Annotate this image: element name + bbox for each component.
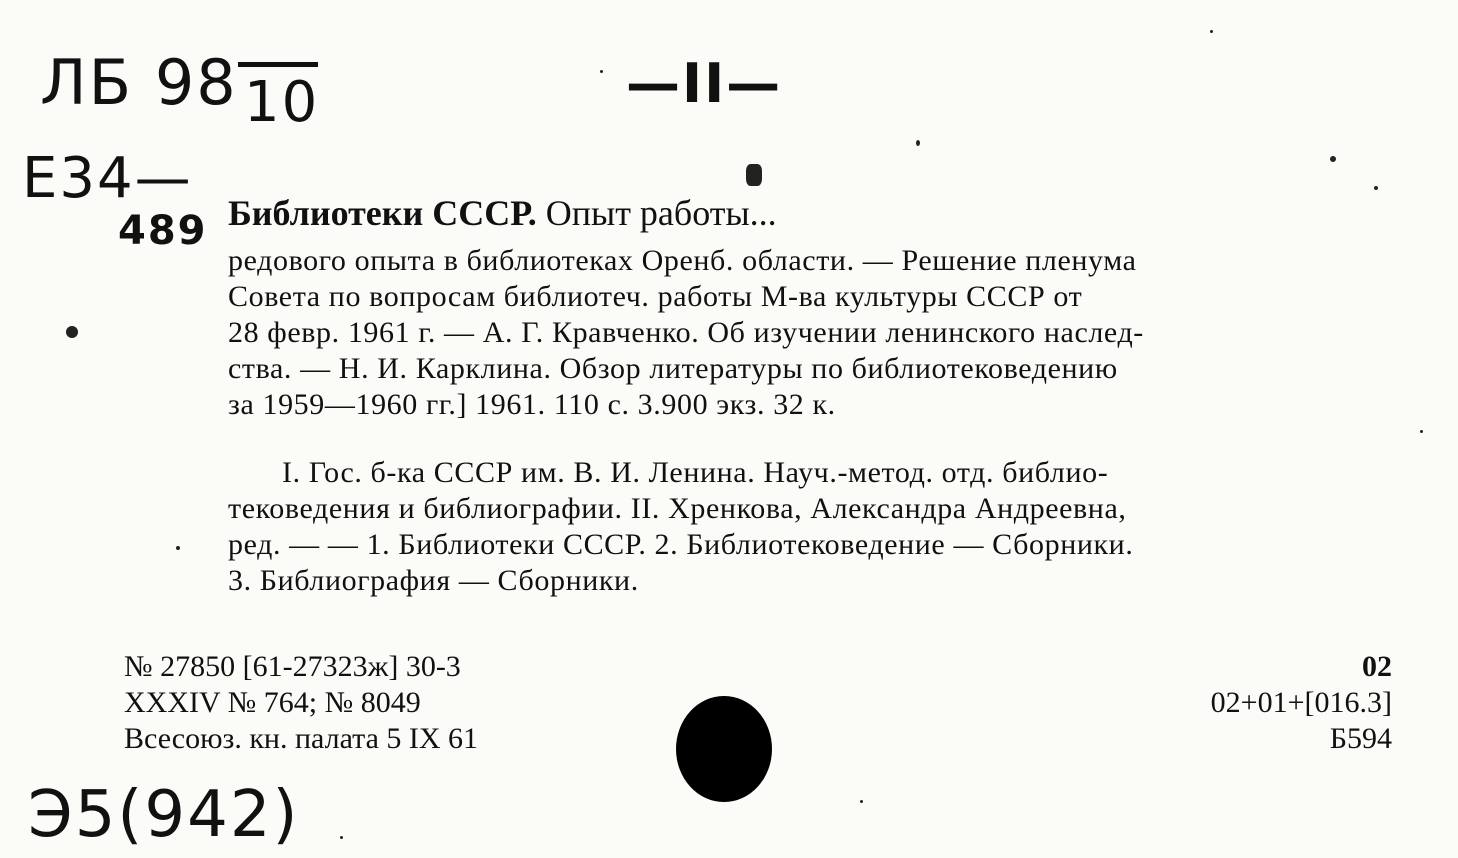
handwritten-class-number: Э5(942) xyxy=(28,778,300,852)
body-line: за 1959—1960 гг.] 1961. 110 с. 3.900 экз. 32 к. xyxy=(228,388,836,421)
handwritten-shelfmark-fraction: 10 xyxy=(244,70,320,135)
body-line: ства. — Н. И. Карклина. Обзор литературы по библиотековедению xyxy=(228,352,1118,385)
tracing-line: тековедения и библиографии. II. Хренкова, Александра Андреевна, xyxy=(228,492,1127,525)
entry-heading: Библиотеки СССР. xyxy=(228,193,537,233)
fraction-bar xyxy=(238,62,318,67)
punch-hole xyxy=(676,696,772,802)
noise-speck xyxy=(860,800,863,803)
noise-speck xyxy=(1210,30,1213,33)
footer-right-line: 02 xyxy=(1362,650,1392,683)
handwritten-call-number: 489 xyxy=(118,208,208,254)
handwritten-page-mark: —II— xyxy=(626,52,783,115)
tracing-line: ред. — — 1. Библиотеки СССР. 2. Библиотековедение — Сборники. xyxy=(228,528,1134,561)
handwritten-shelfmark: ЛБ 98 xyxy=(40,46,238,119)
noise-speck xyxy=(1420,430,1423,433)
noise-speck xyxy=(340,836,343,839)
noise-speck xyxy=(600,70,603,73)
tracing-line: I. Гос. б-ка СССР им. В. И. Ленина. Науч.-метод. отд. библио- xyxy=(282,456,1109,489)
footer-left-line: № 27850 [61-27323ж] 30-3 xyxy=(124,650,461,683)
footer-left-line: Всесоюз. кн. палата 5 IX 61 xyxy=(124,722,479,755)
noise-speck xyxy=(916,140,920,146)
body-line: редового опыта в библиотеках Оренб. области. — Решение пленума xyxy=(228,244,1137,277)
footer-right-line: 02+01+[016.3] xyxy=(1210,686,1392,719)
entry-title-rest: Опыт работы... xyxy=(545,193,777,233)
noise-speck xyxy=(1374,186,1378,190)
body-line: Совета по вопросам библиотеч. работы М-ва культуры СССР от xyxy=(228,280,1083,313)
entry-title-line xyxy=(228,192,777,234)
noise-speck xyxy=(176,546,180,550)
footer-left-line: XXXIV № 764; № 8049 xyxy=(124,686,421,719)
noise-speck xyxy=(66,326,78,338)
tracing-line: 3. Библиография — Сборники. xyxy=(228,564,639,597)
noise-speck xyxy=(746,164,762,186)
body-line: 28 февр. 1961 г. — А. Г. Кравченко. Об изучении ленинского наслед- xyxy=(228,316,1144,349)
footer-right-line: Б594 xyxy=(1329,722,1392,755)
noise-speck xyxy=(1330,156,1336,162)
handwritten-call-letter: Е34— xyxy=(22,146,193,211)
